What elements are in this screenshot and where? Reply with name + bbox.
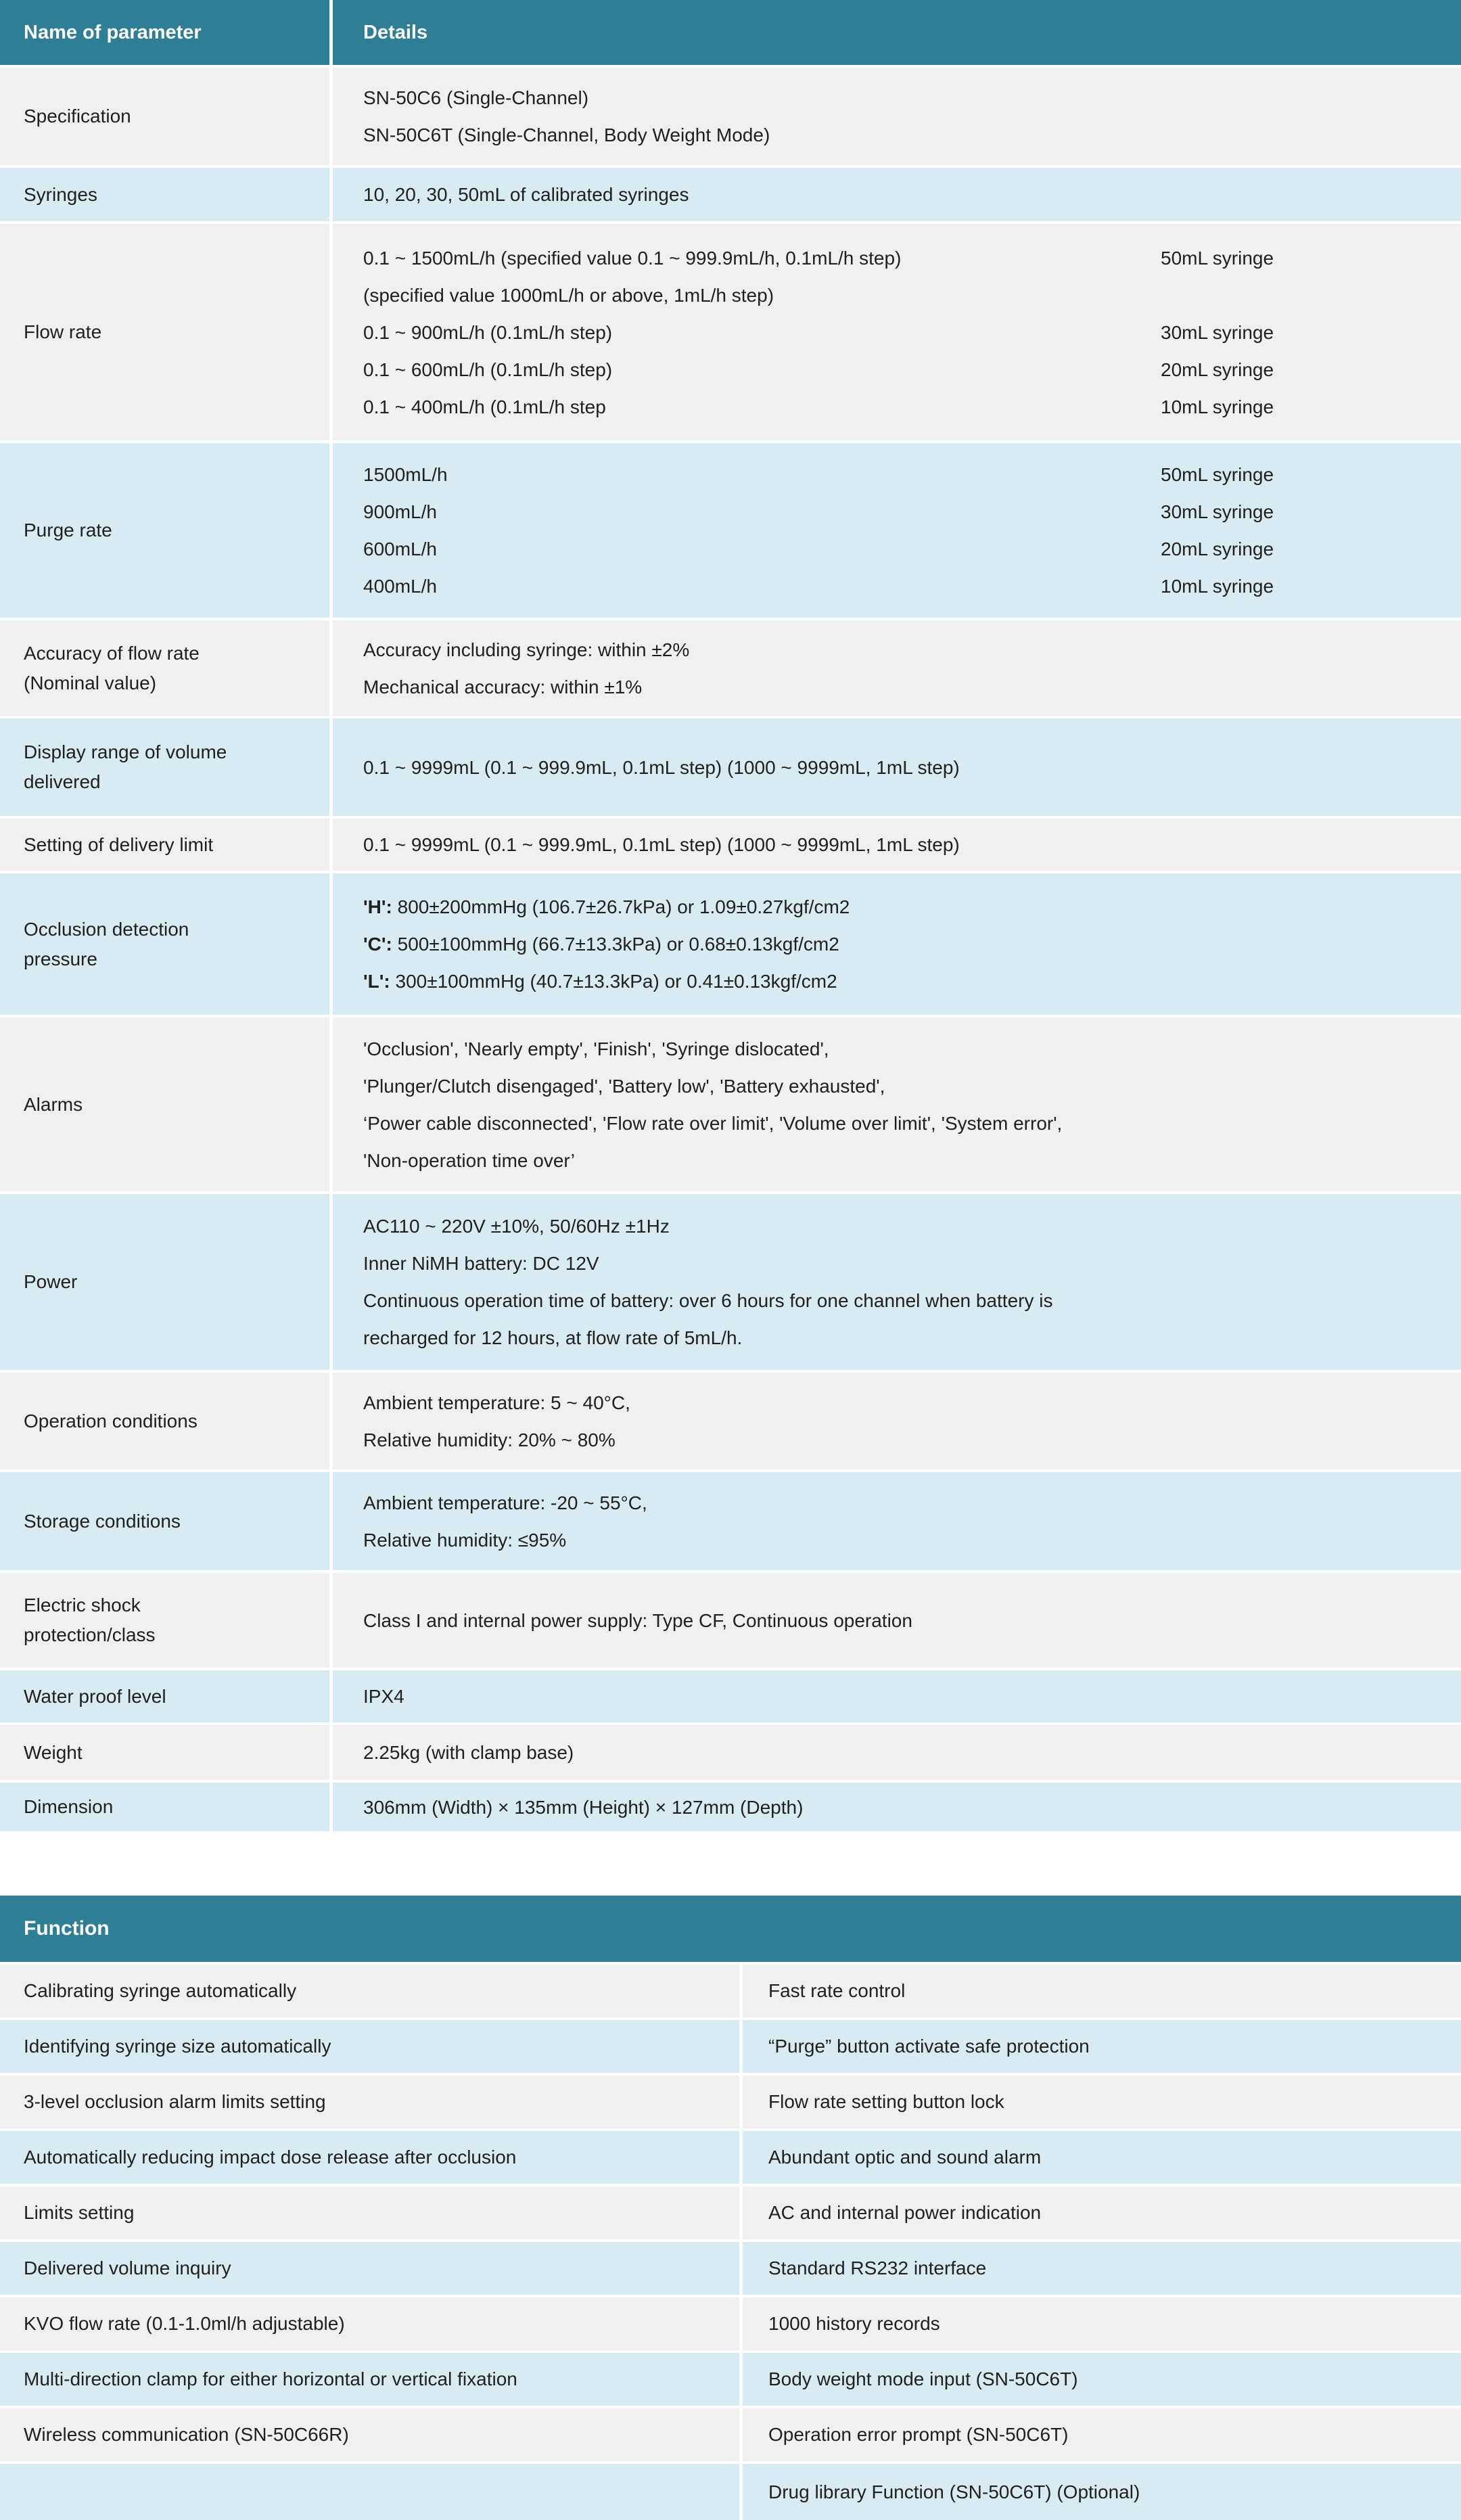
param-details	[333, 168, 1461, 221]
purge-rate-split	[363, 456, 1447, 605]
function-item: KVO flow rate (0.1-1.0ml/h adjustable)	[0, 2297, 739, 2350]
detail-line: Mechanical accuracy: within ±1%	[363, 676, 643, 697]
param-details	[333, 1472, 1461, 1570]
param-details	[333, 873, 1461, 1015]
purge-rate-values	[363, 456, 1161, 605]
param-name: Weight	[0, 1725, 329, 1780]
detail-line: 'Plunger/Clutch disengaged', 'Battery low', 'Battery exhausted',	[363, 1075, 885, 1097]
detail-line: 600mL/h	[363, 539, 437, 559]
occlusion-level-c: 'C':	[363, 934, 392, 955]
row-delivery-limit	[0, 819, 1461, 871]
function-item: Standard RS232 interface	[743, 2242, 1461, 2295]
detail-line: Continuous operation time of battery: over 6 hours for one channel when battery is	[363, 1290, 1053, 1311]
syringe-size-column	[1161, 456, 1447, 605]
row-storage-conditions	[0, 1472, 1461, 1570]
syringe-size-label: 50mL syringe	[1161, 464, 1274, 485]
function-row	[0, 2464, 1461, 2520]
function-row	[0, 2353, 1461, 2406]
detail-line: Inner NiMH battery: DC 12V	[363, 1253, 599, 1274]
column-header-name-of-parameter: Name of parameter	[0, 0, 329, 65]
param-name: Accuracy of flow rate (Nominal value)	[0, 620, 329, 716]
param-details	[333, 718, 1461, 816]
param-name: Purge rate	[0, 443, 329, 618]
param-name: Storage conditions	[0, 1472, 329, 1570]
param-details	[333, 443, 1461, 618]
function-item: Identifying syringe size automatically	[0, 2020, 739, 2073]
param-details	[333, 1194, 1461, 1370]
function-item: Drug library Function (SN-50C6T) (Optional)	[743, 2464, 1461, 2520]
row-purge-rate	[0, 443, 1461, 618]
function-item: 3-level occlusion alarm limits setting	[0, 2076, 739, 2128]
param-details	[333, 1725, 1461, 1780]
detail-line: Ambient temperature: 5 ~ 40°C,	[363, 1392, 630, 1413]
spec-table-header	[0, 0, 1461, 65]
function-item: 1000 history records	[743, 2297, 1461, 2350]
detail-line: 1500mL/h	[363, 464, 448, 485]
occlusion-value: 800±200mmHg (106.7±26.7kPa) or 1.09±0.27kgf/cm2	[392, 896, 850, 917]
function-row	[0, 2297, 1461, 2350]
detail-line: 0.1 ~ 9999mL (0.1 ~ 999.9mL, 0.1mL step) (1000 ~ 9999mL, 1mL step)	[363, 756, 960, 778]
function-item: Delivered volume inquiry	[0, 2242, 739, 2295]
row-occlusion-pressure	[0, 873, 1461, 1015]
section-gap	[0, 1831, 1461, 1896]
param-name: Setting of delivery limit	[0, 819, 329, 871]
function-item: Abundant optic and sound alarm	[743, 2131, 1461, 2184]
param-details	[333, 1670, 1461, 1722]
syringe-size-label: 20mL syringe	[1161, 359, 1274, 380]
detail-line: Relative humidity: 20% ~ 80%	[363, 1429, 616, 1450]
param-name: Syringes	[0, 168, 329, 221]
detail-line: 306mm (Width) × 135mm (Height) × 127mm (Depth)	[363, 1796, 804, 1818]
detail-line: 'Occlusion', 'Nearly empty', 'Finish', 'Syringe dislocated',	[363, 1038, 829, 1059]
detail-line: 0.1 ~ 400mL/h (0.1mL/h step	[363, 396, 606, 417]
detail-line: 10, 20, 30, 50mL of calibrated syringes	[363, 184, 689, 205]
param-name: Occlusion detection pressure	[0, 873, 329, 1015]
syringe-size-label: 30mL syringe	[1161, 501, 1274, 522]
detail-line: 400mL/h	[363, 576, 437, 597]
detail-line: 0.1 ~ 900mL/h (0.1mL/h step)	[363, 321, 613, 343]
flow-rate-values	[363, 239, 1161, 426]
function-item: AC and internal power indication	[743, 2186, 1461, 2239]
occlusion-level-h: 'H':	[363, 896, 392, 917]
detail-line: ‘Power cable disconnected', 'Flow rate over limit', 'Volume over limit', 'System error',	[363, 1112, 1063, 1134]
detail-line: 0.1 ~ 9999mL (0.1 ~ 999.9mL, 0.1mL step) (1000 ~ 9999mL, 1mL step)	[363, 834, 960, 855]
occlusion-level-l: 'L':	[363, 971, 390, 992]
row-operation-conditions	[0, 1373, 1461, 1469]
function-item: Operation error prompt (SN-50C6T)	[743, 2408, 1461, 2461]
param-details	[333, 1373, 1461, 1469]
param-details	[333, 819, 1461, 871]
occlusion-value: 500±100mmHg (66.7±13.3kPa) or 0.68±0.13kgf/cm2	[392, 934, 839, 955]
param-name: Power	[0, 1194, 329, 1370]
function-item: Wireless communication (SN-50C66R)	[0, 2408, 739, 2461]
row-electric-shock	[0, 1573, 1461, 1668]
detail-line: SN-50C6 (Single-Channel)	[363, 87, 589, 108]
syringe-size-label: 30mL syringe	[1161, 321, 1274, 343]
syringe-size-label: 10mL syringe	[1161, 576, 1274, 597]
detail-line: 'Non-operation time over’	[363, 1149, 575, 1171]
param-name: Display range of volume delivered	[0, 718, 329, 816]
function-row	[0, 1965, 1461, 2017]
detail-line: Class I and internal power supply: Type CF, Continuous operation	[363, 1609, 912, 1631]
row-water-proof	[0, 1670, 1461, 1722]
detail-line: (specified value 1000mL/h or above, 1mL/h step)	[363, 284, 774, 306]
detail-line: 0.1 ~ 1500mL/h (specified value 0.1 ~ 999.9mL/h, 0.1mL/h step)	[363, 247, 902, 269]
param-details	[333, 224, 1461, 440]
function-row	[0, 2186, 1461, 2239]
function-row	[0, 2242, 1461, 2295]
row-syringes	[0, 168, 1461, 221]
param-details	[333, 1783, 1461, 1831]
row-display-range	[0, 718, 1461, 816]
row-accuracy	[0, 620, 1461, 716]
detail-line: Accuracy including syringe: within ±2%	[363, 639, 690, 660]
function-row	[0, 2408, 1461, 2461]
function-item: Body weight mode input (SN-50C6T)	[743, 2353, 1461, 2406]
detail-line: 0.1 ~ 600mL/h (0.1mL/h step)	[363, 359, 613, 380]
detail-line: IPX4	[363, 1686, 404, 1707]
function-item: Flow rate setting button lock	[743, 2076, 1461, 2128]
row-flow-rate	[0, 224, 1461, 440]
param-name: Dimension	[0, 1783, 329, 1831]
detail-line: recharged for 12 hours, at flow rate of 5mL/h.	[363, 1327, 743, 1348]
param-name: Water proof level	[0, 1670, 329, 1722]
function-item: Calibrating syringe automatically	[0, 1965, 739, 2017]
detail-line: Relative humidity: ≤95%	[363, 1529, 567, 1551]
function-item: Fast rate control	[743, 1965, 1461, 2017]
flow-rate-split	[363, 239, 1447, 426]
function-item: Automatically reducing impact dose release after occlusion	[0, 2131, 739, 2184]
detail-line: 900mL/h	[363, 501, 437, 522]
row-alarms	[0, 1017, 1461, 1191]
syringe-size-column	[1161, 239, 1447, 426]
param-name: Alarms	[0, 1017, 329, 1191]
function-row	[0, 2131, 1461, 2184]
function-row	[0, 2076, 1461, 2128]
function-item: “Purge” button activate safe protection	[743, 2020, 1461, 2073]
detail-line: AC110 ~ 220V ±10%, 50/60Hz ±1Hz	[363, 1216, 670, 1237]
function-item-empty	[0, 2464, 739, 2520]
param-name: Operation conditions	[0, 1373, 329, 1469]
param-name: Specification	[0, 68, 329, 165]
param-details	[333, 1573, 1461, 1668]
param-details	[333, 1017, 1461, 1191]
syringe-size-label	[1161, 277, 1447, 314]
function-row	[0, 2020, 1461, 2073]
detail-line: Ambient temperature: -20 ~ 55°C,	[363, 1492, 647, 1513]
detail-line: 2.25kg (with clamp base)	[363, 1742, 574, 1763]
row-weight	[0, 1725, 1461, 1780]
param-details	[333, 68, 1461, 165]
row-specification	[0, 68, 1461, 165]
detail-line: SN-50C6T (Single-Channel, Body Weight Mode)	[363, 124, 770, 145]
function-item: Limits setting	[0, 2186, 739, 2239]
syringe-size-label: 50mL syringe	[1161, 247, 1274, 269]
row-dimension	[0, 1783, 1461, 1831]
param-name: Electric shock protection/class	[0, 1573, 329, 1668]
syringe-size-label: 10mL syringe	[1161, 396, 1274, 417]
occlusion-value: 300±100mmHg (40.7±13.3kPa) or 0.41±0.13kgf/cm2	[390, 971, 837, 992]
row-power	[0, 1194, 1461, 1370]
syringe-size-label: 20mL syringe	[1161, 539, 1274, 559]
param-details	[333, 620, 1461, 716]
function-table	[0, 1896, 1461, 2520]
function-section-header: Function	[0, 1896, 1461, 1962]
function-item: Multi-direction clamp for either horizontal or vertical fixation	[0, 2353, 739, 2406]
detail-line	[363, 888, 1447, 925]
param-name: Flow rate	[0, 224, 329, 440]
detail-line	[363, 925, 1447, 963]
column-header-details: Details	[333, 0, 1461, 65]
detail-line	[363, 963, 1447, 1000]
